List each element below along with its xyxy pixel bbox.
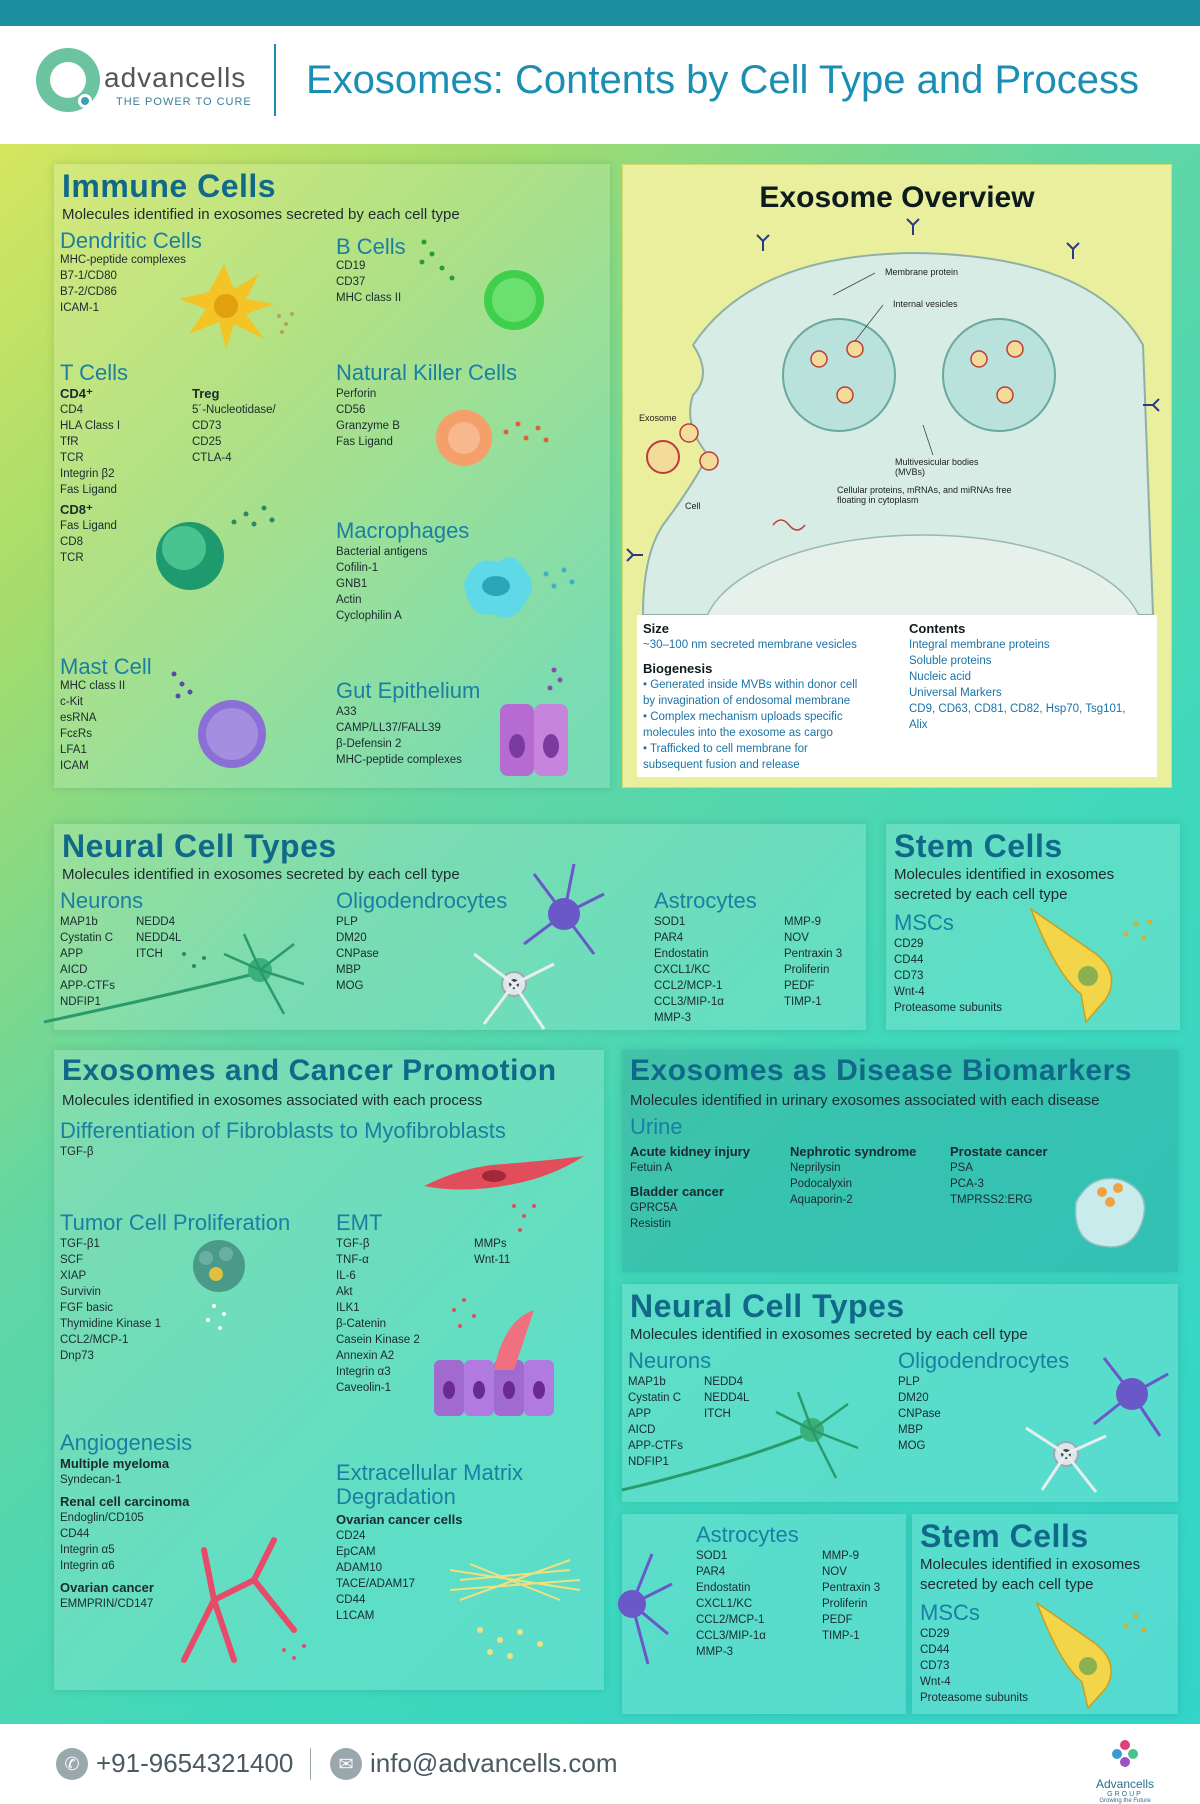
neural-subtitle: Molecules identified in exosomes secreted by each cell type [62,866,460,883]
biomarkers-title: Exosomes as Disease Biomarkers [630,1054,1132,1087]
list-item: MHC-peptide complexes [60,254,186,266]
list-item: Fas Ligand [336,436,393,448]
group-name: Advancells [1095,1777,1155,1791]
label-internal-vesicles: Internal vesicles [893,299,958,309]
stem-title: Stem Cells [920,1518,1089,1554]
list-item: CD44 [60,1528,90,1540]
infographic-body [0,144,1200,1724]
list-item: Resistin [630,1218,671,1230]
neurons-title: Neurons [628,1348,712,1373]
list-item: Proteasome subunits [894,1002,1003,1014]
list-item: β-Defensin 2 [336,738,402,750]
list-item: DM20 [336,932,367,944]
contents-list [909,637,1125,733]
list-item: MOG [336,980,364,992]
treg-title: Treg [192,386,220,401]
list-item: Endostatin [654,948,709,960]
cancer-title: Exosomes and Cancer Promotion [62,1054,557,1087]
list-item: Cyclophilin A [336,610,402,622]
astro-title: Astrocytes [654,888,757,913]
immune-cells-panel [54,164,610,788]
mast-title: Mast Cell [60,654,152,679]
list-item: Fas Ligand [60,484,117,496]
list-item: Integrin α5 [60,1544,115,1556]
immune-title: Immune Cells [62,168,277,204]
list-item: DM20 [898,1392,929,1404]
oligo-title: Oligodendrocytes [336,888,508,913]
list-item: Syndecan-1 [60,1474,122,1486]
list-item: MBP [898,1424,923,1436]
t-cell-illustration [154,494,294,604]
whatsapp-icon: ✆ [56,1748,88,1780]
list-item: Endoglin/CD105 [60,1512,144,1524]
fibro-title: Differentiation of Fibroblasts to Myofibroblasts [60,1118,506,1143]
macrophages-title: Macrophages [336,518,470,543]
list-item: SOD1 [654,916,686,928]
angio-group-title: Renal cell carcinoma [60,1494,190,1509]
list-item: MHC class II [60,680,126,692]
cancer-subtitle: Molecules identified in exosomes associated with each process [62,1092,483,1109]
list-item: Survivin [60,1286,101,1298]
page-title: Exosomes: Contents by Cell Type and Process [306,58,1140,102]
list-item: ILK1 [336,1302,360,1314]
stem-subtitle-1: Molecules identified in exosomes [894,866,1115,883]
list-item: Fas Ligand [60,520,117,532]
astrocyte-illustration [622,1524,682,1684]
list-item: MMP-3 [696,1646,734,1658]
list-item: NEDD4L [704,1392,750,1404]
nephrotic-list [790,1144,916,1208]
list-item: PCA-3 [950,1178,984,1190]
group-sub: GROUP [1107,1791,1143,1798]
group-tagline: Growing the Future [1099,1798,1151,1804]
list-item: NEDD4 [704,1376,743,1388]
list-item: NEDD4L [136,932,182,944]
list-item: Wnt-4 [894,986,925,998]
emt-title: EMT [336,1210,383,1235]
size-text: ~30–100 nm secreted membrane vesicles [643,639,857,651]
list-item: Perforin [336,388,377,400]
list-item: Proteasome subunits [920,1692,1029,1704]
top-bar [0,0,1200,26]
immune-subtitle: Molecules identified in exosomes secreted by each cell type [62,206,460,223]
list-item: Akt [336,1286,353,1298]
list-item: CD73 [894,970,924,982]
aki-title: Acute kidney injury [630,1144,750,1159]
list-item: NOV [784,932,809,944]
neuron-illustration [622,1374,892,1494]
list-item: PSA [950,1162,974,1174]
macrophages-list [336,544,427,624]
list-item: PAR4 [654,932,684,944]
list-item: PEDF [784,980,815,992]
list-item: CCL2/MCP-1 [60,1334,129,1346]
oligodendrocyte-illustration [414,854,614,1034]
list-item: Proliferin [822,1598,868,1610]
mast-list [60,678,125,774]
nk-title: Natural Killer Cells [336,360,517,385]
neural-title: Neural Cell Types [62,828,337,864]
overview-info-box [637,615,1157,777]
msc-list [920,1626,1028,1706]
stem-panel-bottom [912,1514,1178,1714]
list-item: 5´-Nucleotidase/ [192,404,276,416]
list-item: TNF-α [336,1254,369,1266]
list-item: PEDF [822,1614,853,1626]
list-item: molecules into the exosome as cargo [643,727,833,739]
list-item: esRNA [60,712,97,724]
list-item: ADAM10 [336,1562,383,1574]
list-item: Cofilin-1 [336,562,379,574]
list-item: NOV [822,1566,847,1578]
biogenesis-list [643,677,857,773]
list-item: NDFIP1 [628,1456,669,1468]
list-item: APP [628,1408,652,1420]
list-item: Universal Markers [909,687,1002,699]
size-title: Size [643,621,670,636]
list-item: AICD [60,964,88,976]
list-item: AICD [628,1424,656,1436]
list-item: Alix [909,719,928,731]
list-item: • Generated inside MVBs within donor cell [643,679,858,691]
list-item: Pentraxin 3 [784,948,843,960]
list-item: Integrin β2 [60,468,115,480]
neural-title: Neural Cell Types [630,1288,905,1324]
list-item: Caveolin-1 [336,1382,391,1394]
ecm-title-1: Extracellular Matrix [336,1460,524,1485]
list-item: CD44 [920,1644,950,1656]
group-logo-icon [1110,1738,1140,1768]
list-item: TfR [60,436,79,448]
aki-list [630,1144,750,1232]
stem-panel-top [886,824,1180,1030]
list-item: Neprilysin [790,1162,841,1174]
list-item: CD73 [192,420,222,432]
list-item: CD24 [336,1530,366,1542]
list-item: HLA Class I [60,420,121,432]
neural-subtitle: Molecules identified in exosomes secreted by each cell type [630,1326,1028,1343]
list-item: CCL2/MCP-1 [654,980,723,992]
list-item: APP [60,948,84,960]
list-item: MMP-9 [784,916,822,928]
list-item: TIMP-1 [784,996,822,1008]
emt-illustration [434,1290,594,1420]
list-item: B7-1/CD80 [60,270,117,282]
stem-subtitle-2: secreted by each cell type [920,1576,1094,1593]
list-item: Integrin α6 [60,1560,115,1572]
email-link[interactable]: info@advancells.com [370,1748,618,1778]
angio-group-title: Ovarian cancer [60,1580,154,1595]
urine-title: Urine [630,1114,683,1139]
list-item: Aquaporin-2 [790,1194,853,1206]
list-item: Annexin A2 [336,1350,395,1362]
cd8-title: CD8⁺ [60,502,93,517]
list-item: ITCH [704,1408,731,1420]
tcells-title: T Cells [60,360,129,385]
msc-title: MSCs [894,910,954,935]
macrophage-illustration [454,544,594,634]
list-item: Bacterial antigens [336,546,428,558]
list-item: ITCH [136,948,163,960]
exosome-overview-panel [622,164,1172,788]
angiogenesis-illustration [174,1540,314,1670]
list-item: SCF [60,1254,83,1266]
neuron-illustration [54,914,344,1024]
list-item: PLP [898,1376,920,1388]
list-item: TGF-β [336,1238,370,1250]
msc-title: MSCs [920,1600,980,1625]
list-item: CCL3/MIP-1α [654,996,724,1008]
list-item: LFA1 [60,744,87,756]
list-item: Fetuin A [630,1162,673,1174]
list-item: CD29 [894,938,924,950]
list-item: FGF basic [60,1302,114,1314]
list-item: APP-CTFs [628,1440,683,1452]
label-mvb: Multivesicular bodies (MVBs) [895,457,979,477]
footer-divider [310,1748,311,1780]
list-item: ICAM [60,760,89,772]
list-item: GPRC5A [630,1202,678,1214]
footer [0,1724,1200,1804]
list-item: Nucleic acid [909,671,971,683]
tumor-cell-illustration [174,1236,264,1336]
angio-list [60,1456,189,1612]
list-item: NDFIP1 [60,996,101,1008]
list-item: CAMP/LL37/FALL39 [336,722,441,734]
contents-title: Contents [909,621,966,636]
list-item: Dnp73 [60,1350,94,1362]
list-item: PAR4 [696,1566,726,1578]
ecm-group-title: Ovarian cancer cells [336,1512,463,1527]
list-item: A33 [336,706,357,718]
list-item: CXCL1/KC [696,1598,753,1610]
list-item: CD44 [894,954,924,966]
gut-epithelium-illustration [490,664,590,784]
stem-subtitle-2: secreted by each cell type [894,886,1068,903]
mast-cell-illustration [164,664,274,774]
stem-title: Stem Cells [894,828,1063,864]
treg-list [192,386,276,466]
list-item: TCR [60,552,84,564]
ecm-illustration [440,1540,590,1670]
list-item: Wnt-4 [920,1676,951,1688]
list-item: CXCL1/KC [654,964,711,976]
exosome-diagram [623,225,1173,615]
list-item: Endostatin [696,1582,751,1594]
list-item: Casein Kinase 2 [336,1334,420,1346]
urinary-exosome-illustration [1062,1162,1162,1262]
overview-title: Exosome Overview [759,181,1035,214]
list-item: Thymidine Kinase 1 [60,1318,161,1330]
list-item: β-Catenin [336,1318,387,1330]
list-item: EMMPRIN/CD147 [60,1598,154,1610]
msc-list [894,936,1002,1016]
cd4-title: CD4⁺ [60,386,93,401]
dendritic-cell-illustration [174,254,304,354]
email-icon: ✉ [330,1748,362,1780]
phone-link[interactable]: +91-9654321400 [96,1748,294,1778]
msc-illustration [1026,904,1176,1024]
fibro-list [60,1144,93,1160]
header [0,26,1200,144]
bcells-title: B Cells [336,234,406,259]
nk-list [336,386,400,450]
list-item: IL-6 [336,1270,356,1282]
list-item: c-Kit [60,696,83,708]
logo-dot-icon [78,94,92,108]
astro-list-1 [654,914,724,1026]
label-membrane-protein: Membrane protein [885,267,959,277]
list-item: by invagination of endosomal membrane [643,695,851,707]
header-divider [274,44,276,116]
list-item: TCR [60,452,84,464]
angio-title: Angiogenesis [60,1430,193,1455]
list-item: ICAM-1 [60,302,99,314]
bcells-list [336,258,401,306]
list-item: CD4 [60,404,84,416]
astro-title: Astrocytes [696,1522,799,1547]
list-item: Integrin α3 [336,1366,391,1378]
list-item: CNPase [898,1408,941,1420]
list-item: CTLA-4 [192,452,232,464]
fibroblast-illustration [424,1146,584,1246]
tumor-list [60,1236,161,1364]
list-item: Cystatin C [60,932,114,944]
list-item: CD8 [60,536,84,548]
msc-illustration [1032,1598,1172,1710]
list-item: CNPase [336,948,379,960]
label-cytoplasm: Cellular proteins, mRNAs, and miRNAs free floating in cytoplasm [837,485,1012,505]
list-item: TACE/ADAM17 [336,1578,416,1590]
neurons-title: Neurons [60,888,144,913]
list-item: Cystatin C [628,1392,682,1404]
list-item: CD44 [336,1594,366,1606]
list-item: MMP-3 [654,1012,692,1024]
list-item: • Trafficked to cell membrane for [643,743,808,755]
list-item: CD25 [192,436,222,448]
list-item: CD9, CD63, CD81, CD82, Hsp70, Tsg101, [909,703,1126,715]
biomarkers-subtitle: Molecules identified in urinary exosomes associated with each disease [630,1092,1100,1109]
list-item: CD56 [336,404,366,416]
list-item: MHC-peptide complexes [336,754,462,766]
list-item: Proliferin [784,964,830,976]
list-item: XIAP [60,1270,87,1282]
list-item: CD37 [336,276,366,288]
astro-list-2 [784,914,842,1010]
brand-name: advancells [104,62,247,93]
list-item: NEDD4 [136,916,175,928]
emt-list-2 [474,1236,510,1268]
oligodendrocyte-illustration [982,1344,1172,1494]
list-item: CCL2/MCP-1 [696,1614,765,1626]
nephrotic-title: Nephrotic syndrome [790,1144,917,1159]
stem-subtitle-1: Molecules identified in exosomes [920,1556,1141,1573]
list-item: GNB1 [336,578,368,590]
list-item: TGF-β [60,1146,94,1158]
list-item: CD19 [336,260,366,272]
tumor-title: Tumor Cell Proliferation [60,1210,291,1235]
dendritic-title: Dendritic Cells [60,228,202,253]
tcells-cd4-list [60,386,120,566]
list-item: • Complex mechanism uploads specific [643,711,843,723]
dendritic-list [60,252,186,316]
neural-panel-bottom [622,1284,1178,1502]
list-item: MAP1b [60,916,98,928]
neural-panel-top [54,824,866,1030]
label-cell: Cell [685,501,701,511]
list-item: MBP [336,964,361,976]
list-item: MMPs [474,1238,507,1250]
brand-tagline: THE POWER TO CURE [116,96,252,108]
list-item: FcεRs [60,728,92,740]
nk-cell-illustration [434,402,584,472]
list-item: TGF-β1 [60,1238,100,1250]
label-exosome: Exosome [639,413,677,423]
biomarkers-panel [622,1050,1178,1272]
advancells-group-logo[interactable] [1080,1738,1170,1804]
list-item: EpCAM [336,1546,376,1558]
list-item: L1CAM [336,1610,375,1622]
prostate-list [950,1144,1048,1208]
list-item: SOD1 [696,1550,728,1562]
list-item: subsequent fusion and release [643,759,800,771]
list-item: Actin [336,594,362,606]
list-item: Wnt-11 [474,1254,511,1266]
prostate-title: Prostate cancer [950,1144,1048,1159]
list-item: CD29 [920,1628,950,1640]
list-item: Podocalyxin [790,1178,853,1190]
list-item: MMP-9 [822,1550,860,1562]
list-item: TIMP-1 [822,1630,860,1642]
gut-list [336,704,462,768]
emt-list-1 [336,1236,420,1396]
list-item: Granzyme B [336,420,400,432]
cancer-promotion-panel [54,1050,604,1690]
list-item: MOG [898,1440,926,1452]
oligo-list [898,1374,941,1454]
angio-group-title: Multiple myeloma [60,1456,170,1471]
biogenesis-title: Biogenesis [643,661,713,676]
list-item: Pentraxin 3 [822,1582,881,1594]
ecm-title-2: Degradation [336,1484,456,1509]
astro-list-2 [822,1548,880,1644]
gut-title: Gut Epithelium [336,678,481,703]
astro-list-1 [696,1548,766,1660]
b-cell-illustration [414,232,554,342]
list-item: B7-2/CD86 [60,286,117,298]
astro-panel-bottom [622,1514,906,1714]
list-item: CCL3/MIP-1α [696,1630,766,1642]
list-item: Soluble proteins [909,655,992,667]
oligo-list [336,914,379,994]
list-item: APP-CTFs [60,980,115,992]
list-item: MHC class II [336,292,402,304]
list-item: MAP1b [628,1376,666,1388]
list-item: PLP [336,916,358,928]
list-item: Integral membrane proteins [909,639,1050,651]
bladder-title: Bladder cancer [630,1184,724,1199]
list-item: TMPRSS2:ERG [950,1194,1033,1206]
list-item: CD73 [920,1660,950,1672]
oligo-title: Oligodendrocytes [898,1348,1070,1373]
